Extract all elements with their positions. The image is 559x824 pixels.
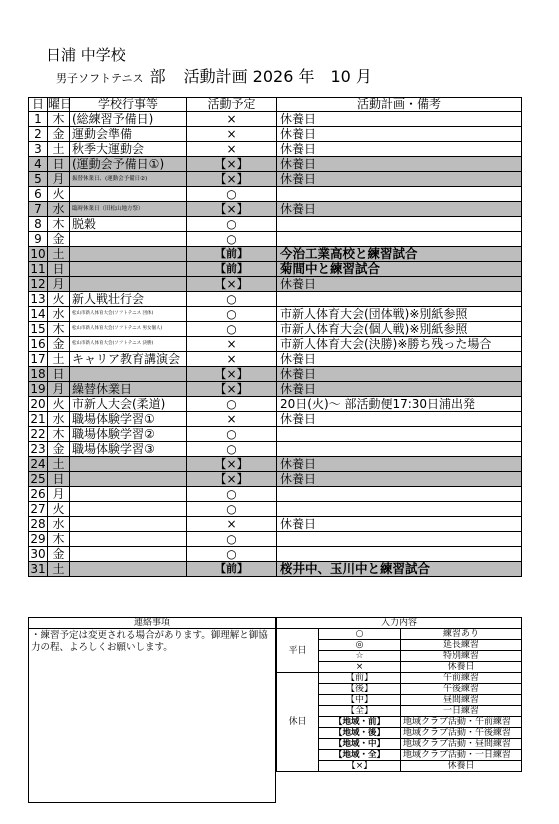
calendar-row <box>29 442 522 457</box>
plan-note-cell: 市新人体育大会(決勝)※勝ち残った場合 <box>277 337 522 352</box>
weekday-cell: 土 <box>48 352 70 367</box>
activity-mark-cell: ○ <box>187 322 277 337</box>
day-cell: 7 <box>29 202 48 217</box>
day-cell: 1 <box>29 112 48 127</box>
school-event-cell: 秋季大運動会 <box>70 142 187 157</box>
school-event-cell <box>70 517 187 532</box>
plan-note-cell: 市新人体育大会(個人戦)※別紙参照 <box>277 322 522 337</box>
calendar-row <box>29 172 522 187</box>
legend-symbol: 【後】 <box>319 684 401 695</box>
school-event-cell: 臨時休業日（旧松山地方祭） <box>70 202 187 217</box>
day-cell: 8 <box>29 217 48 232</box>
legend-meaning: 休養日 <box>401 662 522 673</box>
school-event-cell <box>70 277 187 292</box>
legend-meaning: 地域クラブ活動・午前練習 <box>401 717 522 728</box>
legend-meaning: 地域クラブ活動・一日練習 <box>401 750 522 761</box>
legend-row <box>277 629 522 640</box>
school-event-cell: 職場体験学習① <box>70 412 187 427</box>
activity-mark-cell: 【前】 <box>187 247 277 262</box>
calendar-row <box>29 112 522 127</box>
plan-note-cell <box>277 187 522 202</box>
calendar-row <box>29 127 522 142</box>
school-event-cell: 市新人大会(柔道) <box>70 397 187 412</box>
legend-symbol: × <box>319 662 401 673</box>
activity-mark-cell: × <box>187 337 277 352</box>
activity-mark-cell: ○ <box>187 427 277 442</box>
legend-symbol: 【×】 <box>319 761 401 772</box>
weekday-cell: 木 <box>48 427 70 442</box>
plan-note-cell: 休養日 <box>277 202 522 217</box>
activity-mark-cell: × <box>187 352 277 367</box>
legend-meaning: 地域クラブ活動・昼間練習 <box>401 739 522 750</box>
calendar-row <box>29 232 522 247</box>
calendar-row <box>29 502 522 517</box>
plan-note-cell: 休養日 <box>277 367 522 382</box>
plan-note-cell: 休養日 <box>277 127 522 142</box>
school-event-cell <box>70 562 187 577</box>
activity-mark-cell: ○ <box>187 307 277 322</box>
activity-mark-cell: 【前】 <box>187 562 277 577</box>
legend-symbol: 【前】 <box>319 673 401 684</box>
day-cell: 20 <box>30 397 46 411</box>
activity-mark-cell: ○ <box>187 442 277 457</box>
day-cell: 30 <box>30 547 46 561</box>
school-event-cell <box>70 547 187 562</box>
school-event-cell <box>70 502 187 517</box>
weekday-cell: 水 <box>48 517 70 532</box>
plan-note-cell: 休養日 <box>277 112 522 127</box>
activity-mark-cell: × <box>187 112 277 127</box>
col-header-activity-mark: 活動予定 <box>187 98 277 112</box>
day-cell: 10 <box>30 247 46 261</box>
school-event-cell: 職場体験学習③ <box>70 442 187 457</box>
legend-symbol: ◎ <box>319 640 401 651</box>
day-cell: 14 <box>30 307 46 321</box>
activity-mark-cell: 【前】 <box>187 262 277 277</box>
activity-mark-cell: ○ <box>187 532 277 547</box>
weekday-cell: 月 <box>48 172 70 187</box>
activity-mark-cell: 【×】 <box>187 457 277 472</box>
calendar-row <box>29 367 522 382</box>
col-header-school-event: 学校行事等 <box>70 98 187 112</box>
activity-mark-cell: ○ <box>187 187 277 202</box>
legend-meaning: 休養日 <box>401 761 522 772</box>
school-event-cell: 松山市新人体育大会(ソフトテニス 男女個人) <box>70 322 187 337</box>
plan-note-cell: 休養日 <box>277 472 522 487</box>
day-cell: 22 <box>30 427 46 441</box>
day-cell: 3 <box>29 142 48 157</box>
school-event-cell: (総練習予備日) <box>70 112 187 127</box>
activity-mark-cell: ○ <box>187 502 277 517</box>
weekday-cell: 火 <box>48 502 70 517</box>
day-cell: 5 <box>29 172 48 187</box>
legend-meaning: 地域クラブ活動・午後練習 <box>401 728 522 739</box>
activity-mark-cell: × <box>187 517 277 532</box>
weekday-cell: 金 <box>48 127 70 142</box>
legend-symbol: 【地域・全】 <box>319 750 401 761</box>
activity-mark-cell: 【×】 <box>187 277 277 292</box>
school-event-cell <box>70 532 187 547</box>
school-event-cell: 脱穀 <box>70 217 187 232</box>
plan-note-cell: 休養日 <box>277 157 522 172</box>
weekday-cell: 木 <box>48 217 70 232</box>
club-name-small: 男子ソフトテニス <box>56 72 144 85</box>
school-event-cell <box>70 487 187 502</box>
weekday-cell: 金 <box>48 232 70 247</box>
calendar-row <box>29 382 522 397</box>
calendar-row <box>29 217 522 232</box>
school-event-cell <box>70 232 187 247</box>
plan-note-cell <box>277 487 522 502</box>
plan-note-cell <box>277 442 522 457</box>
weekday-cell: 木 <box>48 532 70 547</box>
day-cell: 19 <box>30 382 46 396</box>
plan-note-cell: 今治工業高校と練習試合 <box>277 247 522 262</box>
notes-text: ・練習予定は変更される場合があります。御理解と御協力の程、よろしくお願いします。 <box>29 629 276 803</box>
calendar-row <box>29 337 522 352</box>
weekday-cell: 月 <box>48 382 70 397</box>
legend-symbol: 【中】 <box>319 695 401 706</box>
weekday-cell: 水 <box>48 202 70 217</box>
weekday-cell: 水 <box>48 307 70 322</box>
calendar-row <box>29 187 522 202</box>
plan-note-cell: 休養日 <box>277 352 522 367</box>
school-event-cell <box>70 472 187 487</box>
legend-meaning: 特別練習 <box>401 651 522 662</box>
plan-note-cell: 20日(火)～ 部活動便17:30日浦出発 <box>277 397 522 412</box>
day-cell: 6 <box>29 187 48 202</box>
school-event-cell <box>70 367 187 382</box>
plan-note-cell: 休養日 <box>277 142 522 157</box>
weekday-cell: 月 <box>48 487 70 502</box>
calendar-row <box>29 157 522 172</box>
calendar-row <box>29 142 522 157</box>
weekday-cell: 金 <box>48 337 70 352</box>
day-cell: 29 <box>30 532 46 546</box>
weekday-cell: 土 <box>48 457 70 472</box>
school-event-cell: (運動会予備日①) <box>70 157 187 172</box>
day-cell: 26 <box>30 487 46 501</box>
day-cell: 11 <box>30 262 46 276</box>
plan-note-cell: 休養日 <box>277 412 522 427</box>
calendar-row <box>29 517 522 532</box>
day-cell: 24 <box>30 457 46 471</box>
activity-mark-cell: 【×】 <box>187 157 277 172</box>
legend-heading: 入力内容 <box>277 618 522 629</box>
school-event-cell: 振替休業日、(運動会予備日②) <box>70 172 187 187</box>
calendar-row <box>29 562 522 577</box>
legend-meaning: 延長練習 <box>401 640 522 651</box>
school-event-cell: 運動会準備 <box>70 127 187 142</box>
day-cell: 12 <box>30 277 46 291</box>
notes-heading: 連絡事項 <box>29 618 276 629</box>
plan-note-cell <box>277 232 522 247</box>
plan-note-cell: 休養日 <box>277 382 522 397</box>
weekday-cell: 金 <box>48 547 70 562</box>
day-cell: 31 <box>30 562 46 576</box>
day-cell: 16 <box>30 337 46 351</box>
plan-note-cell <box>277 547 522 562</box>
calendar-row <box>29 472 522 487</box>
weekday-cell: 火 <box>48 187 70 202</box>
weekday-cell: 日 <box>48 367 70 382</box>
school-event-cell: 新人戦壮行会 <box>70 292 187 307</box>
weekday-cell: 日 <box>48 472 70 487</box>
calendar-row <box>29 487 522 502</box>
activity-mark-cell: × <box>187 127 277 142</box>
legend-table <box>276 617 522 772</box>
activity-mark-cell: 【×】 <box>187 382 277 397</box>
legend-row <box>277 673 522 684</box>
activity-mark-cell: 【×】 <box>187 472 277 487</box>
weekday-cell: 火 <box>48 292 70 307</box>
club-name-big: 部 <box>149 67 166 86</box>
weekday-cell: 木 <box>48 322 70 337</box>
plan-header <box>56 64 372 87</box>
day-cell: 25 <box>30 472 46 486</box>
calendar-header-row <box>29 98 522 112</box>
day-cell: 23 <box>30 442 46 456</box>
calendar-row <box>29 262 522 277</box>
legend-weekday-label: 平日 <box>277 629 319 673</box>
school-event-cell: 職場体験学習② <box>70 427 187 442</box>
day-cell: 18 <box>30 367 46 381</box>
plan-note-cell <box>277 427 522 442</box>
calendar-row <box>29 292 522 307</box>
plan-note-cell: 休養日 <box>277 277 522 292</box>
activity-calendar <box>28 97 522 577</box>
school-event-cell <box>70 247 187 262</box>
day-cell: 21 <box>30 412 46 426</box>
legend-meaning: 午後練習 <box>401 684 522 695</box>
weekday-cell: 土 <box>48 247 70 262</box>
legend-meaning: 練習あり <box>401 629 522 640</box>
calendar-row <box>29 352 522 367</box>
day-cell: 28 <box>30 517 46 531</box>
weekday-cell: 土 <box>48 142 70 157</box>
day-cell: 2 <box>29 127 48 142</box>
school-event-cell: 繰替休業日 <box>70 382 187 397</box>
school-event-cell: 松山市新人体育大会(ソフトテニス 団体) <box>70 307 187 322</box>
calendar-row <box>29 277 522 292</box>
legend-holiday-label: 休日 <box>277 673 319 772</box>
activity-mark-cell: ○ <box>187 292 277 307</box>
activity-mark-cell: ○ <box>187 487 277 502</box>
notes-box <box>28 617 276 803</box>
plan-note-cell <box>277 292 522 307</box>
plan-note-cell: 菊間中と練習試合 <box>277 262 522 277</box>
legend-meaning: 一日練習 <box>401 706 522 717</box>
activity-mark-cell: ○ <box>187 397 277 412</box>
legend-symbol: 【地域・中】 <box>319 739 401 750</box>
plan-note-cell: 市新人体育大会(団体戦)※別紙参照 <box>277 307 522 322</box>
day-cell: 15 <box>30 322 46 336</box>
calendar-row <box>29 412 522 427</box>
school-event-cell: 松山市新人体育大会(ソフトテニス 決勝) <box>70 337 187 352</box>
plan-note-cell: 桜井中、玉川中と練習試合 <box>277 562 522 577</box>
plan-title: 活動計画 2026 年 10 月 <box>183 67 372 86</box>
weekday-cell: 日 <box>48 157 70 172</box>
legend-meaning: 午前練習 <box>401 673 522 684</box>
weekday-cell: 日 <box>48 262 70 277</box>
calendar-row <box>29 307 522 322</box>
plan-note-cell: 休養日 <box>277 172 522 187</box>
calendar-row <box>29 322 522 337</box>
legend-symbol: ☆ <box>319 651 401 662</box>
legend-symbol: 【地域・後】 <box>319 728 401 739</box>
school-event-cell: キャリア教育講演会 <box>70 352 187 367</box>
legend-symbol: ○ <box>319 629 401 640</box>
calendar-row <box>29 457 522 472</box>
weekday-cell: 木 <box>48 112 70 127</box>
day-cell: 4 <box>29 157 48 172</box>
col-header-day: 日 <box>29 98 48 112</box>
school-event-cell <box>70 262 187 277</box>
activity-mark-cell: ○ <box>187 232 277 247</box>
calendar-row <box>29 547 522 562</box>
plan-note-cell: 休養日 <box>277 517 522 532</box>
plan-note-cell <box>277 217 522 232</box>
activity-mark-cell: 【×】 <box>187 202 277 217</box>
school-event-cell <box>70 187 187 202</box>
activity-mark-cell: × <box>187 412 277 427</box>
weekday-cell: 火 <box>48 397 70 412</box>
activity-mark-cell: ○ <box>187 547 277 562</box>
calendar-row <box>29 397 522 412</box>
activity-mark-cell: × <box>187 142 277 157</box>
calendar-row <box>29 532 522 547</box>
day-cell: 13 <box>30 292 46 306</box>
school-event-cell <box>70 457 187 472</box>
plan-note-cell <box>277 502 522 517</box>
day-cell: 9 <box>29 232 48 247</box>
legend-symbol: 【地域・前】 <box>319 717 401 728</box>
plan-note-cell: 休養日 <box>277 457 522 472</box>
day-cell: 27 <box>30 502 46 516</box>
school-name: 日浦 中学校 <box>46 46 126 64</box>
day-cell: 17 <box>30 352 46 366</box>
activity-mark-cell: 【×】 <box>187 367 277 382</box>
col-header-weekday: 曜日 <box>48 97 73 111</box>
weekday-cell: 金 <box>48 442 70 457</box>
weekday-cell: 水 <box>48 412 70 427</box>
calendar-row <box>29 427 522 442</box>
weekday-cell: 土 <box>48 562 70 577</box>
activity-mark-cell: 【×】 <box>187 172 277 187</box>
weekday-cell: 月 <box>48 277 70 292</box>
legend-symbol: 【全】 <box>319 706 401 717</box>
calendar-row <box>29 202 522 217</box>
activity-mark-cell: ○ <box>187 217 277 232</box>
col-header-plan-notes: 活動計画・備考 <box>277 98 522 112</box>
calendar-row <box>29 247 522 262</box>
plan-note-cell <box>277 532 522 547</box>
legend-meaning: 昼間練習 <box>401 695 522 706</box>
